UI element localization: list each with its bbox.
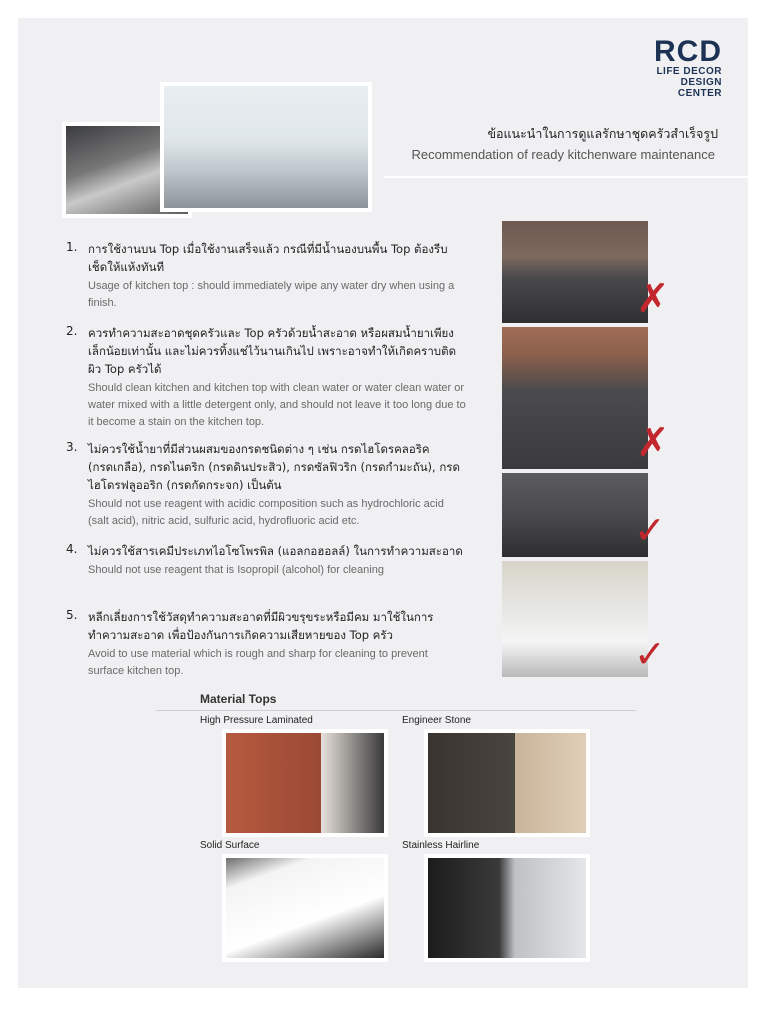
material-tops-heading: Material Tops (200, 692, 277, 706)
material-label-engineer-stone: Engineer Stone (402, 715, 471, 726)
recommendation-item-1 (66, 240, 466, 312)
cloth-wipe-photo (502, 473, 648, 557)
logo-wordmark: RCD (654, 35, 722, 68)
page-title-english: Recommendation of ready kitchenware maintenance (411, 147, 715, 162)
stainless-sample-photo (424, 854, 590, 962)
item-number: 2. (66, 324, 78, 338)
hpl-sample-photo (222, 729, 388, 837)
check-mark-icon: ✓ (634, 508, 666, 552)
item-number: 1. (66, 240, 78, 254)
wrong-mark-icon: ✗ (636, 420, 670, 466)
wrong-mark-icon: ✗ (636, 276, 670, 322)
page-title-thai: ข้อแนะนำในการดูแลรักษาชุดครัวสำเร็จรูป (487, 126, 718, 141)
logo-line-2: DESIGN (680, 77, 722, 88)
item-number: 4. (66, 542, 78, 556)
material-label-stainless: Stainless Hairline (402, 840, 480, 851)
material-label-solid-surface: Solid Surface (200, 840, 260, 851)
item-number: 5. (66, 608, 78, 622)
item-text-english: Avoid to use material which is rough and sharp for cleaning to prevent surface kitchen top. (88, 648, 428, 677)
item-text-english: Should clean kitchen and kitchen top with clean water or water clean water or water mixed with a little detergent only, and should not leave it too long due to it become a stain on the kitchen top. (88, 382, 466, 428)
scrubbing-photo (502, 327, 648, 469)
item-text-thai: หลีกเลี่ยงการใช้วัสดุทำความสะอาดที่มีผิวขรุขระหรือมีคม มาใช้ในการทำความสะอาด เพื่อป้องกันการเกิดความเสียหายของ Top ครัว (88, 610, 434, 642)
rcd-logo (612, 35, 722, 99)
item-text-thai: การใช้งานบน Top เมื่อใช้งานเสร็จแล้ว กรณีที่มีน้ำนองบนพื้น Top ต้องรีบเช็ดให้แห้งทันที (88, 242, 448, 274)
item-text-thai: ไม่ควรใช้สารเคมีประเภทไอโซโพรพิล (แอลกอฮอลล์) ในการทำความสะอาด (88, 544, 463, 558)
item-number: 3. (66, 440, 78, 454)
title-divider (384, 176, 748, 178)
spilled-water-photo (502, 221, 648, 323)
solid-surface-sample-photo (222, 854, 388, 962)
recommendation-item-5 (66, 608, 466, 680)
item-text-english: Should not use reagent with acidic composition such as hydrochloric acid (salt acid), nitric acid, sulfuric acid, hydrofluoric acid etc. (88, 498, 444, 527)
engineer-stone-sample-photo (424, 729, 590, 837)
recommendation-item-2 (66, 324, 466, 431)
item-text-english: Should not use reagent that is Isopropil (alcohol) for cleaning (88, 564, 384, 576)
check-mark-icon: ✓ (634, 632, 666, 676)
recommendation-item-4 (66, 542, 466, 579)
item-text-thai: ควรทำความสะอาดชุดครัวและ Top ครัวด้วยน้ำสะอาด หรือผสมน้ำยาเพียงเล็กน้อยเท่านั้น และไม่ควรทิ้งแช่ไว้นานเกินไป เพราะอาจทำให้เกิดคราบติดผิว Top ครัวได้ (88, 326, 457, 376)
logo-line-3: CENTER (677, 88, 722, 99)
material-label-hpl: High Pressure Laminated (200, 715, 313, 726)
item-text-english: Usage of kitchen top : should immediately wipe any water dry when using a finish. (88, 280, 455, 309)
material-tops-divider (156, 710, 636, 711)
item-text-thai: ไม่ควรใช้น้ำยาที่มีส่วนผสมของกรดชนิดต่าง ๆ เช่น กรดไฮโดรคลอริค (กรดเกลือ), กรดไนตริก (กรดดินประสิว), กรดซัลฟิวริก (กรดกำมะถัน), กรดไฮโดรฟลูออริก (กรดกัดกระจก) เป็นต้น (88, 442, 460, 492)
recommendation-item-3 (66, 440, 466, 530)
kitchen-main-photo (160, 82, 372, 212)
logo-line-1: LIFE DECOR (656, 66, 722, 77)
gentle-wipe-photo (502, 561, 648, 677)
